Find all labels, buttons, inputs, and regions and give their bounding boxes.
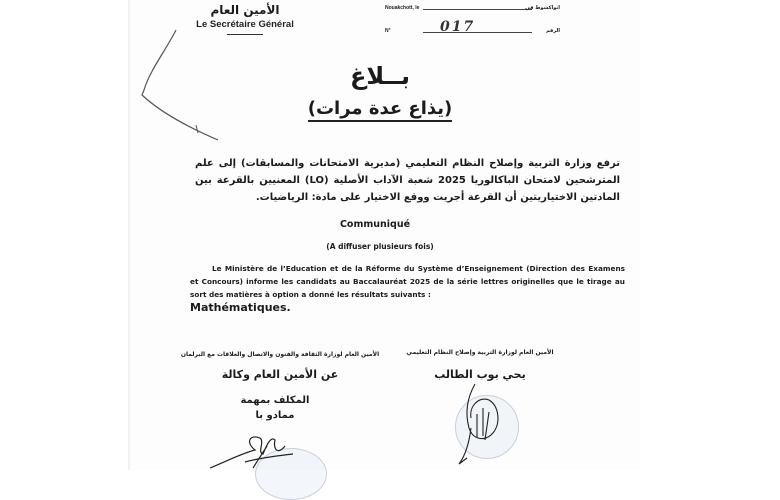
right-handwritten-signature: [455, 378, 525, 470]
date-line: [423, 9, 532, 10]
document-subtitle: [280, 98, 480, 119]
subtitle-text: (يذاع عدة مرات): [308, 98, 453, 122]
left-on-behalf: عن الأمين العام وكالة: [221, 368, 339, 381]
left-handwritten-signature: [205, 432, 295, 470]
number-label-fr: N°: [385, 28, 391, 34]
date-field: [385, 0, 560, 12]
communique-result: Mathématiques.: [190, 301, 291, 314]
communique-body-text: Le Ministère de l’Education et de la Réforme du Système d’Enseignement (Direction des Examens et Concours) informe les candidats au Baccalauréat 2025 de la série lettres originelles que le tirage au sort des matières à option a donné les résultats suivants :: [190, 264, 625, 299]
communique-heading: Communiqué: [339, 219, 411, 230]
number-field: [385, 19, 560, 35]
handwritten-number: 017: [440, 19, 476, 35]
left-signatory-name: ممادو با: [255, 410, 295, 421]
left-signatory-role: المكلف بمهمة: [240, 395, 310, 406]
date-label-fr: Nouakchott, le: [385, 5, 420, 11]
header-divider: [227, 34, 263, 35]
header-org-ar: الأمين العام: [210, 3, 280, 17]
body-arabic: ترفع وزارة التربية وإصلاح النظام التعليمي (مديرية الامتحانات والمسابقات) إلى علم المترشحين لامتحان الباكالوريا 2025 شعبة الآداب الأصلية (LO) المعنيين بالقرعة بين المادتين الاختياريتين أن القرعة أجريت ووقع الاختيار على مادة: الرياضيات.: [195, 158, 620, 203]
left-signatory-title: الأمين العام لوزارة الثقافة والفنون والاتصال والعلاقات مع البرلمان: [180, 351, 380, 358]
document-title: بــلاغ: [349, 62, 411, 90]
right-signatory-title: الأمين العام لوزارة التربية وإصلاح النظام التعليمي: [406, 349, 554, 356]
communique-subheading: (A diffuser plusieurs fois): [326, 242, 434, 251]
communique-body: [190, 262, 625, 315]
right-signatory-name: يحي بوب الطالب: [434, 368, 526, 381]
date-label-ar: انواكشوط في: [525, 5, 560, 11]
paper-fold-mark: [138, 25, 248, 145]
header-org-fr: Le Secrétaire Général: [196, 19, 294, 30]
number-label-ar: الرقم: [546, 28, 560, 34]
